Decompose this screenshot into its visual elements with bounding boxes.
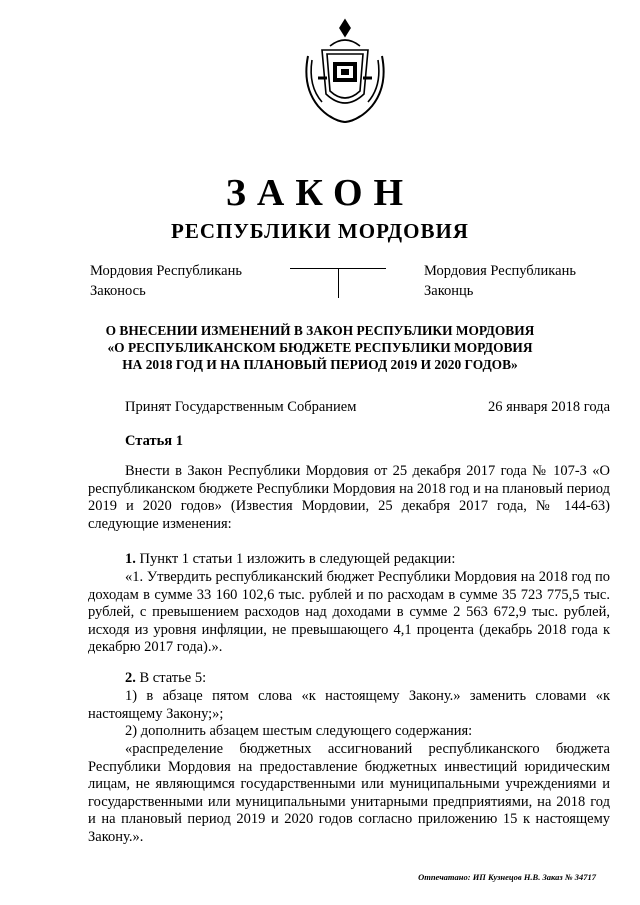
intro-paragraph: Внести в Закон Республики Мордовия от 25 декабря 2017 года № 107-З «О республиканском бюджете Республики Мордовия на 2018 год и на плановый период 2019 и 2020 годов» (Известия Мордовии, 25 декабря 2017 года, № 144-63) следующие изменения: bbox=[88, 463, 610, 532]
item-2-subitem-1: 1) в абзаце пятом слова «к настоящему Закону.» заменить словами «к настоящему Закону;»; bbox=[88, 688, 610, 722]
item-2-subitem-2: 2) дополнить абзацем шестым следующего содержания: bbox=[125, 723, 473, 739]
item-2-number: 2. bbox=[125, 670, 136, 686]
item-1-heading bbox=[88, 551, 610, 569]
coat-of-arms-emblem bbox=[300, 16, 390, 128]
item-2-heading-text: В статье 5: bbox=[135, 670, 207, 686]
item-2-quoted-text: «распределение бюджетных ассигнований республиканского бюджета Республики Мордовия на предоставление бюджетных инвестиций юридическим лицам, не являющимся государственными или муниципальными учреждениями и государственными или муниципальными унитарными предприятиями, на 2018 год и на плановый период 2019 и 2020 годов согласно приложению 15 к настоящему Закону.». bbox=[88, 741, 610, 845]
adopted-date: 26 января 2018 года bbox=[487, 399, 610, 415]
law-heading-line-2: «О РЕСПУБЛИКАНСКОМ БЮДЖЕТЕ РЕСПУБЛИКИ МОРДОВИЯ bbox=[107, 340, 533, 355]
item-1-body: «1. Утвердить республиканский бюджет Республики Мордовия на 2018 год по доходам в сумме 33 160 102,6 тыс. рублей и по расходам в сумме 35 723 775,5 тыс. рублей, с превышением расходов над доходами в сумме 2 563 672,9 тыс. рублей, исходя из уровня инфляции, не превышающего 4,1 процента (декабрь 2018 года к декабрю 2017 года).». bbox=[88, 569, 610, 656]
law-heading-line-3: НА 2018 ГОД И НА ПЛАНОВЫЙ ПЕРИОД 2019 И 2020 ГОДОВ» bbox=[122, 357, 518, 372]
moksha-title-left-line-1: Мордовия Республикань bbox=[90, 263, 242, 279]
law-heading bbox=[0, 322, 640, 373]
item-1-number: 1. bbox=[125, 551, 136, 567]
item-1-heading-text: Пункт 1 статьи 1 изложить в следующей редакции: bbox=[135, 551, 456, 567]
moksha-title-left bbox=[90, 261, 242, 301]
law-heading-line-1: О ВНЕСЕНИИ ИЗМЕНЕНИЙ В ЗАКОН РЕСПУБЛИКИ МОРДОВИЯ bbox=[105, 323, 535, 338]
item-2-heading bbox=[88, 670, 610, 688]
moksha-title-left-line-2: Законось bbox=[90, 283, 146, 299]
erzya-title-right bbox=[424, 261, 576, 301]
erzya-title-right-line-1: Мордовия Республикань bbox=[424, 263, 576, 279]
document-subtitle: РЕСПУБЛИКИ МОРДОВИЯ bbox=[171, 219, 469, 243]
article-title: Статья 1 bbox=[125, 433, 183, 449]
erzya-title-right-line-2: Законць bbox=[424, 283, 474, 299]
adopted-by-label: Принят Государственным Собранием bbox=[125, 399, 357, 415]
header-divider-vertical bbox=[338, 268, 339, 298]
printer-imprint: Отпечатано: ИП Кузнецов Н.В. Заказ № 34717 bbox=[418, 872, 596, 882]
document-title: ЗАКОН bbox=[225, 172, 415, 214]
